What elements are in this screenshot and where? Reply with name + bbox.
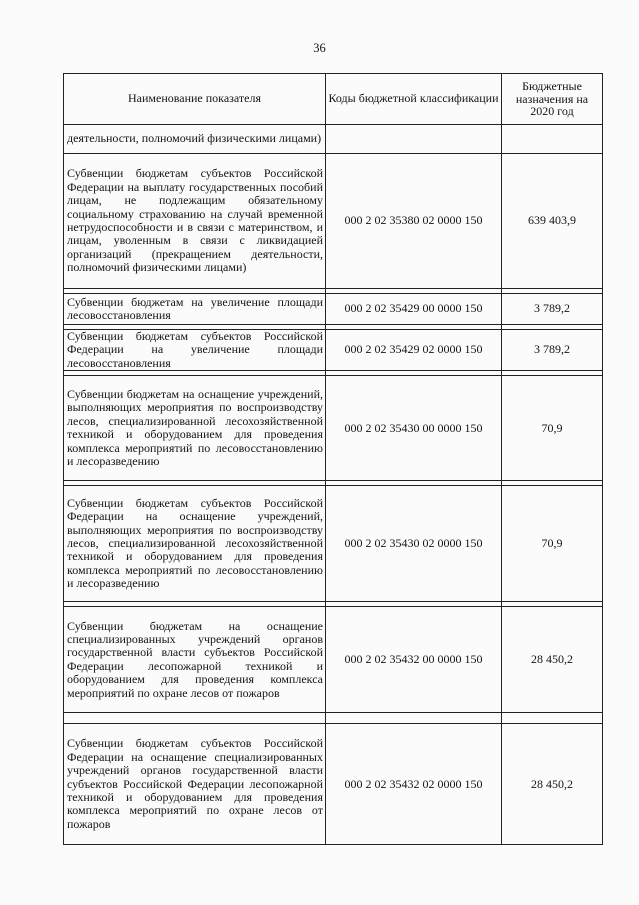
row-code: 000 2 02 35380 02 0000 150 — [326, 154, 502, 289]
table-row — [64, 724, 603, 845]
continuation-code-cell — [326, 125, 502, 154]
table-row — [64, 607, 603, 713]
row-amount: 3 789,2 — [502, 330, 603, 371]
table-row — [64, 376, 603, 481]
row-name: Субвенции бюджетам на оснащение учреждений, выполняющих мероприятия по воспроизводству лесов, специализированной лесохозяйственной техникой и оборудованием для проведения комплекса мероприятий по лесовосстановлению и лесоразведению — [64, 376, 326, 481]
row-spacer — [64, 713, 603, 724]
row-amount: 3 789,2 — [502, 294, 603, 325]
header-name: Наименование показателя — [64, 74, 326, 125]
table-row — [64, 486, 603, 602]
row-code: 000 2 02 35429 00 0000 150 — [326, 294, 502, 325]
row-amount: 28 450,2 — [502, 607, 603, 713]
row-name: Субвенции бюджетам субъектов Российской Федерации на выплату государственных пособий лицам, не подлежащим обязательному социальному страхованию на случай временной нетрудоспособности и в связи с материнством, и лицам, уволенным в связи с ликвидацией организаций (прекращением деятельности, полномочий физическими лицами) — [64, 154, 326, 289]
row-name: Субвенции бюджетам субъектов Российской Федерации на увеличение площади лесовосстановления — [64, 330, 326, 371]
budget-table — [63, 73, 603, 845]
row-code: 000 2 02 35430 02 0000 150 — [326, 486, 502, 602]
row-code: 000 2 02 35430 00 0000 150 — [326, 376, 502, 481]
row-name: Субвенции бюджетам субъектов Российской Федерации на оснащение учреждений, выполняющих мероприятия по воспроизводству лесов, специализированной лесохозяйственной техникой и оборудованием для проведения комплекса мероприятий по лесовосстановлению и лесоразведению — [64, 486, 326, 602]
header-amount: Бюджетные назначения на 2020 год — [502, 74, 603, 125]
header-code: Коды бюджетной классификации — [326, 74, 502, 125]
table-row — [64, 154, 603, 289]
row-code: 000 2 02 35432 02 0000 150 — [326, 724, 502, 845]
row-name: Субвенции бюджетам на оснащение специализированных учреждений органов государственной власти субъектов Российской Федерации лесопожарной техникой и оборудованием для проведения комплекса мероприятий по охране лесов от пожаров — [64, 607, 326, 713]
table-row-continuation — [64, 125, 603, 154]
row-amount: 28 450,2 — [502, 724, 603, 845]
table-row — [64, 330, 603, 371]
row-name: Субвенции бюджетам на увеличение площади лесовосстановления — [64, 294, 326, 325]
row-code: 000 2 02 35429 02 0000 150 — [326, 330, 502, 371]
row-amount: 70,9 — [502, 376, 603, 481]
row-name: Субвенции бюджетам субъектов Российской Федерации на оснащение специализированных учреждений органов государственной власти субъектов Российской Федерации лесопожарной техникой и оборудованием для проведения комплекса мероприятий по охране лесов от пожаров — [64, 724, 326, 845]
row-code: 000 2 02 35432 00 0000 150 — [326, 607, 502, 713]
table-header-row — [64, 74, 603, 125]
page-number: 36 — [313, 41, 326, 55]
continuation-amount-cell — [502, 125, 603, 154]
continuation-text: деятельности, полномочий физическими лицами) — [64, 125, 326, 154]
row-amount: 70,9 — [502, 486, 603, 602]
row-amount: 639 403,9 — [502, 154, 603, 289]
table-row — [64, 294, 603, 325]
